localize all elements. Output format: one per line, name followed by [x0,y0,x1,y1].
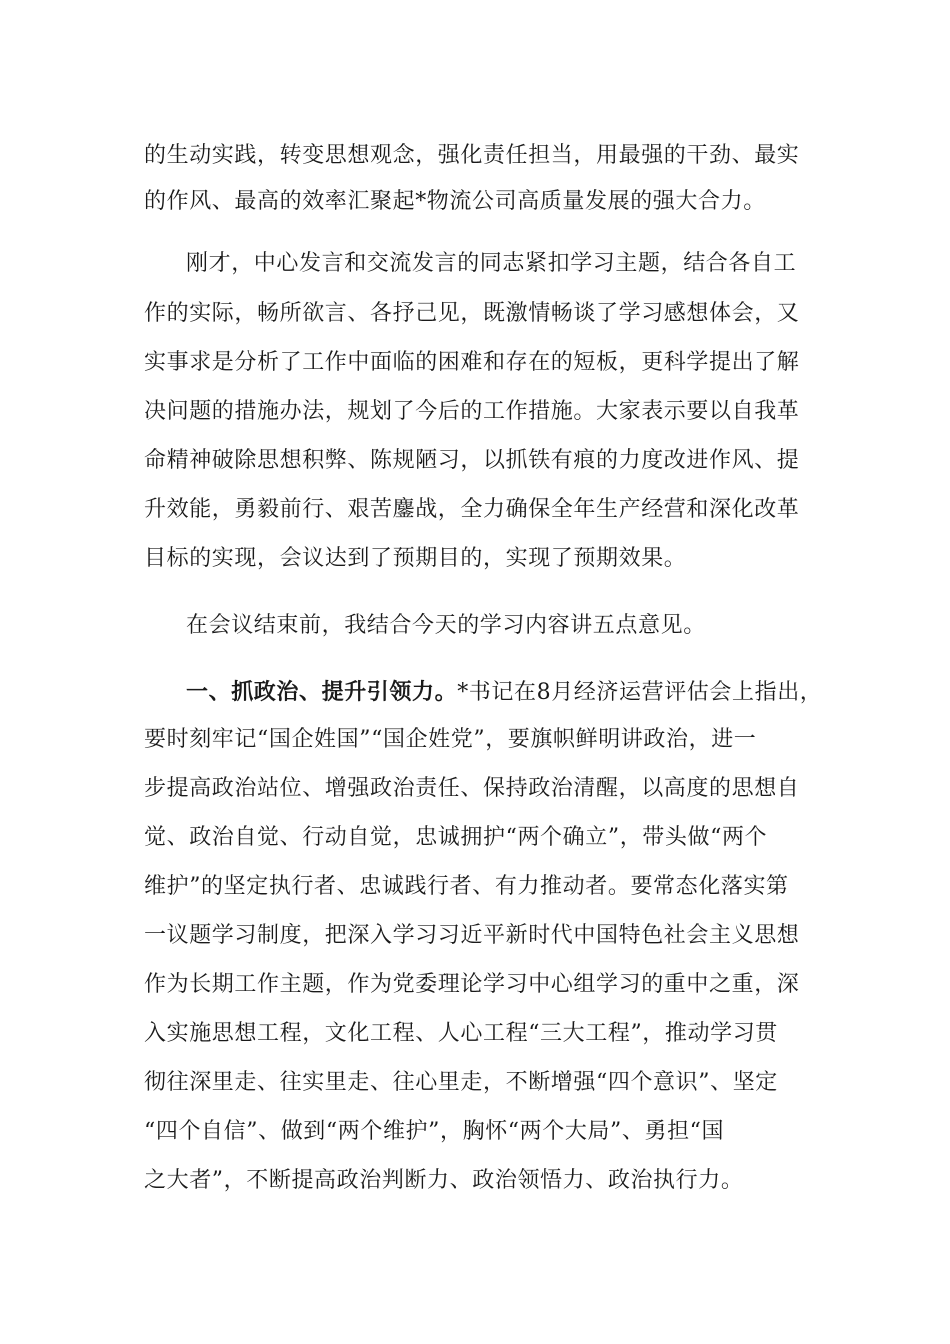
paragraph-4-line-11: 之大者”，不断提高政治判断力、政治领悟力、政治执行力。 [144,1168,744,1193]
paragraph-2-line-1: 刚才，中心发言和交流发言的同志紧扣学习主题，结合各自工 [186,251,797,276]
paragraph-4-line-3: 步提高政治站位、增强政治责任、保持政治清醒，以高度的思想自 [144,776,800,801]
paragraph-4-line-10: “四个自信”、做到“两个维护”，胸怀“两个大局”、勇担“国 [144,1119,725,1144]
paragraph-4-line-2: 要时刻牢记“国企姓国”“国企姓党”，要旗帜鲜明讲政治，进一 [144,727,757,752]
paragraph-4-line-4: 觉、政治自觉、行动自觉，忠诚拥护“两个确立”，带头做“两个 [144,825,768,850]
section-heading: 一、抓政治、提升引领力。 [186,679,458,705]
section-heading-continuation: *书记在8月经济运营评估会上指出， [457,680,823,705]
paragraph-2-line-4: 决问题的措施办法，规划了今后的工作措施。大家表示要以自我革 [144,399,800,424]
paragraph-1-line-1: 的生动实践，转变思想观念，强化责任担当，用最强的干劲、最实 [144,143,800,168]
paragraph-3-line-1: 在会议结束前，我结合今天的学习内容讲五点意见。 [186,613,706,638]
paragraph-2-line-5: 命精神破除思想积弊、陈规陋习，以抓铁有痕的力度改进作风、提 [144,448,800,473]
paragraph-2-line-7: 目标的实现，会议达到了预期目的，实现了预期效果。 [144,546,687,571]
paragraph-4-line-5: 维护”的坚定执行者、忠诚践行者、有力推动者。要常态化落实第 [144,874,789,899]
paragraph-4-line-1 [186,672,822,712]
paragraph-2-line-6: 升效能，勇毅前行、艰苦鏖战，全力确保全年生产经营和深化改革 [144,497,800,522]
paragraph-4-line-9: 彻往深里走、往实里走、往心里走，不断增强“四个意识”、坚定 [144,1070,778,1095]
paragraph-2-line-3: 实事求是分析了工作中面临的困难和存在的短板，更科学提出了解 [144,350,800,375]
paragraph-4-line-7: 作为长期工作主题，作为党委理论学习中心组学习的重中之重，深 [144,972,800,997]
paragraph-1-line-2: 的作风、最高的效率汇聚起*物流公司高质量发展的强大合力。 [144,189,766,214]
paragraph-4-line-6: 一议题学习制度，把深入学习习近平新时代中国特色社会主义思想 [144,923,800,948]
paragraph-4-line-8: 入实施思想工程，文化工程、人心工程“三大工程”，推动学习贯 [144,1021,778,1046]
paragraph-2-line-2: 作的实际，畅所欲言、各抒己见，既激情畅谈了学习感想体会，又 [144,301,800,326]
